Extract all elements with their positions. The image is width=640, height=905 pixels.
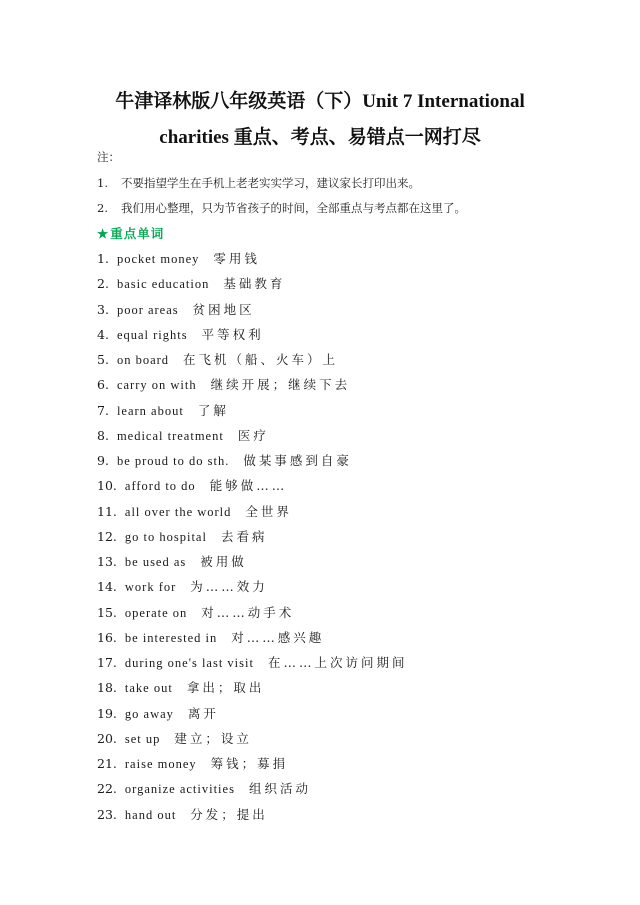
vocab-number: 3. (97, 301, 109, 317)
vocab-item (97, 524, 407, 549)
vocab-number: 13. (97, 554, 117, 569)
vocab-item (97, 625, 407, 650)
vocab-english: all over the world (124, 504, 232, 519)
vocab-chinese: 在飞机（船、火车）上 (183, 352, 339, 367)
vocab-english: hand out (124, 807, 177, 822)
vocab-english: take out (124, 681, 173, 696)
vocab-english: organize activities (124, 782, 235, 797)
vocab-item (97, 675, 407, 700)
vocab-english: work for (124, 580, 177, 595)
vocab-item (97, 600, 407, 625)
vocab-item (97, 574, 407, 599)
vocab-english: go to hospital (124, 529, 207, 544)
vocab-english: learn about (116, 403, 184, 418)
page-title-line-1: 牛津译林版八年级英语（下）Unit 7 International (115, 91, 525, 112)
vocab-item (97, 246, 407, 271)
vocab-chinese: 去看病 (220, 528, 268, 544)
note-number: 2. (97, 201, 108, 215)
vocab-chinese: 离开 (187, 705, 219, 721)
vocab-english: be proud to do sth. (116, 454, 230, 468)
vocab-number: 14. (97, 579, 117, 595)
vocab-english: during one's last visit (124, 656, 254, 670)
vocab-number: 19. (97, 705, 117, 721)
vocab-number: 10. (97, 478, 117, 494)
vocab-english: basic education (116, 277, 210, 292)
vocab-number: 5. (97, 352, 109, 367)
vocab-english: afford to do (124, 479, 196, 494)
vocab-number: 20. (97, 730, 117, 746)
vocab-item (97, 322, 407, 347)
vocab-item (97, 751, 407, 776)
note-number: 1. (97, 176, 108, 190)
vocab-number: 6. (97, 377, 109, 393)
vocab-number: 11. (97, 503, 117, 519)
vocab-chinese: 做某事感到自豪 (243, 453, 352, 468)
vocab-number: 21. (97, 756, 117, 771)
vocab-number: 7. (97, 402, 109, 418)
vocab-number: 12. (97, 528, 117, 544)
note-item (97, 175, 420, 191)
vocab-list (97, 246, 407, 827)
vocab-chinese: 继续开展；继续下去 (210, 377, 351, 393)
vocab-english: operate on (124, 605, 188, 620)
vocab-chinese: 全世界 (245, 503, 292, 519)
vocab-number: 22. (97, 781, 117, 797)
page-title-line-2: charities 重点、考点、易错点一网打尽 (159, 127, 481, 148)
vocab-chinese: 组织活动 (248, 781, 311, 797)
vocab-number: 4. (97, 326, 109, 342)
vocab-english: go away (124, 706, 174, 721)
vocab-item (97, 398, 407, 423)
vocab-number: 15. (97, 604, 117, 620)
vocab-number: 16. (97, 629, 117, 645)
vocab-chinese: 贫困地区 (192, 301, 255, 317)
vocab-item (97, 297, 407, 322)
vocab-chinese: 被用做 (200, 554, 247, 569)
vocab-chinese: 筹钱；募捐 (210, 756, 289, 771)
vocab-english: be interested in (124, 630, 218, 645)
note-text: 我们用心整理，只为节省孩子的时间，全部重点与考点都在这里了。 (121, 201, 466, 215)
vocab-english: carry on with (116, 378, 197, 393)
note-text: 不要指望学生在手机上老老实实学习，建议家长打印出来。 (121, 176, 420, 190)
note-item (97, 200, 466, 216)
vocab-chinese: 了解 (197, 402, 229, 418)
vocab-chinese: 零用钱 (213, 251, 260, 266)
vocab-number: 2. (97, 276, 109, 292)
vocab-english: equal rights (116, 327, 188, 342)
vocab-item (97, 423, 407, 448)
vocab-item (97, 650, 407, 675)
vocab-item (97, 701, 407, 726)
vocab-number: 9. (97, 453, 109, 468)
vocab-item (97, 726, 407, 751)
vocab-english: be used as (124, 555, 187, 569)
section-label: 重点单词 (110, 226, 165, 241)
vocab-item (97, 802, 407, 827)
vocab-item (97, 271, 407, 296)
vocab-english: raise money (124, 757, 197, 771)
vocab-number: 17. (97, 655, 117, 670)
vocab-chinese: 建立；设立 (174, 730, 252, 746)
vocab-item (97, 473, 407, 498)
vocab-english: pocket money (116, 252, 200, 266)
vocab-item (97, 372, 407, 397)
vocab-item (97, 347, 407, 372)
vocab-english: medical treatment (116, 428, 224, 443)
vocab-number: 8. (97, 427, 109, 443)
vocab-number: 23. (97, 806, 117, 822)
vocab-english: set up (124, 731, 161, 746)
vocab-chinese: 分发；提出 (190, 806, 268, 822)
vocab-number: 1. (97, 251, 109, 266)
vocab-chinese: 对……动手术 (201, 604, 295, 620)
vocab-item (97, 776, 407, 801)
vocab-english: on board (116, 353, 170, 367)
vocab-chinese: 对……感兴趣 (231, 629, 325, 645)
vocab-item (97, 499, 407, 524)
vocab-english: poor areas (116, 302, 179, 317)
vocab-chinese: 基础教育 (223, 276, 286, 292)
section-heading-key-words (97, 224, 164, 242)
notes-heading: 注： (97, 150, 120, 164)
vocab-item (97, 549, 407, 574)
star-icon: ★ (97, 226, 110, 241)
vocab-chinese: 能够做…… (209, 478, 288, 494)
vocab-chinese: 在……上次访问期间 (267, 655, 408, 670)
vocab-chinese: 医疗 (237, 427, 269, 443)
vocab-chinese: 为……效力 (190, 579, 268, 595)
vocab-item (97, 448, 407, 473)
vocab-number: 18. (97, 680, 117, 696)
vocab-chinese: 拿出；取出 (186, 680, 265, 696)
vocab-chinese: 平等权利 (201, 326, 264, 342)
